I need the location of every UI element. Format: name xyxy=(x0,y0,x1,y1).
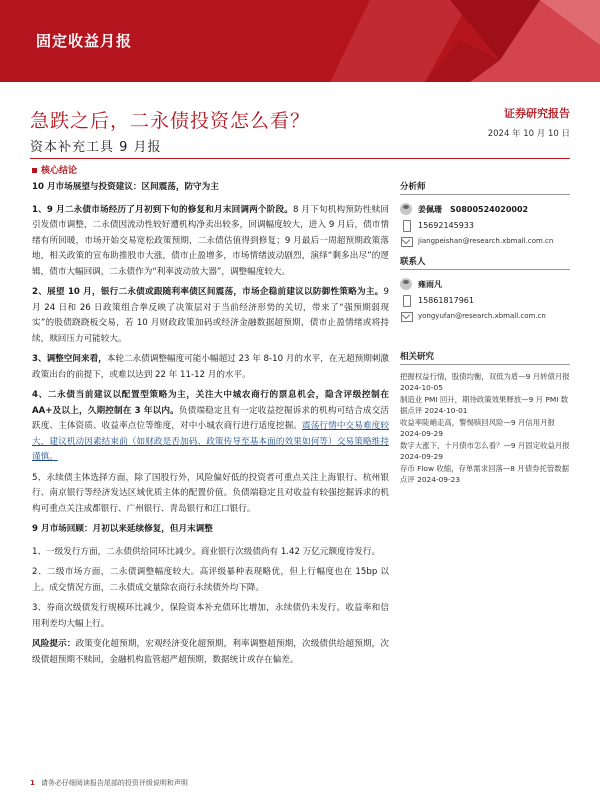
risk-warning xyxy=(32,637,389,668)
p3-text: 本轮二永债调整幅度可能小幅超过 23 年 8-10 月的水平，在无超预期刺激政策出台的前提下，或难以达到 22 年 11-12 月的水平。 xyxy=(32,354,389,380)
related-heading: 相关研究 xyxy=(400,350,570,365)
section-heading-outlook: 10 月市场展望与投资建议：区间震荡，防守为主 xyxy=(32,182,219,192)
p4-highlight: 震荡行情中交易难度较大，建议机动因素结束前（如财政是否加码、政策传导至基本面的效果如何等）交易策略维持谨慎。 xyxy=(32,421,389,462)
p2-text: 9 月 24 日和 26 日政策组合拳反映了决策层对于当前经济形势的关切，带来了“强预期弱现实”的股债跷跷板交易，若 10 月财政政策加码或经济金融数据超预期，债市止盈情绪或将持续，赎回压力可能较大。 xyxy=(32,287,389,344)
analyst-phone: 15692145933 xyxy=(418,220,474,230)
review-3: 3、券商次级债发行规模环比减少，保险资本补充债环比增加，永续债仍未发行。收益率和信用利差均大幅上行。 xyxy=(32,603,389,629)
analyst-name: 姜佩珊 xyxy=(418,204,442,214)
contact-card xyxy=(400,276,570,324)
main-content xyxy=(32,180,389,673)
review-1: 1、一级发行方面，二永债供给同环比减少。商业银行次级债尚有 1.42 万亿元额度待发行。 xyxy=(32,546,381,557)
disclaimer: 请务必仔细阅读报告尾部的投资评级说明和声明 xyxy=(40,779,188,787)
p4-lead: 4、二永债当前建议以配置型策略为主，关注大中城农商行的票息机会，隐含评级控制在 AA+及以上，久期控制在 3 年以内。 xyxy=(32,390,389,416)
phone-icon xyxy=(400,294,412,306)
analyst-card xyxy=(400,201,570,249)
risk-label: 风险提示： xyxy=(32,639,76,649)
page-subtitle: 资本补充工具 9 月报 xyxy=(30,140,162,155)
analyst-cert: S0800524020002 xyxy=(450,204,529,214)
page-footer xyxy=(30,778,188,788)
paragraph-3 xyxy=(32,352,389,383)
paragraph-1 xyxy=(32,203,389,281)
analyst-email[interactable]: jiangpeishan@research.xbmall.com.cn xyxy=(418,237,554,245)
p3-lead: 3、调整空间来看， xyxy=(32,354,107,364)
report-date: 2024 年 10 月 10 日 xyxy=(487,129,570,139)
person-icon xyxy=(400,278,412,290)
risk-text: 政策变化超预期，宏观经济变化超预期，利率调整超预期，次级债供给超预期，次级债超预期不赎回，金融机构监管超严超预期，数据统计或存在偏差。 xyxy=(32,639,389,665)
related-item[interactable]: 存币 Flow 收缩，存单需求回落—8 月债券托管数据点评 2024-09-23 xyxy=(400,464,570,484)
page-number: 1 xyxy=(30,779,35,787)
mail-icon xyxy=(400,310,412,322)
header-banner xyxy=(0,0,600,82)
report-category: 证券研究报告 xyxy=(504,107,570,120)
related-item[interactable]: 数字大涨下，十月债市怎么看？—9 月固定收益月报 2024-09-29 xyxy=(400,441,570,461)
title-divider xyxy=(30,158,570,159)
p2-lead: 2、展望 10 月，银行二永债或跟随利率债区间震荡，市场企稳前建议以防御性策略为主。 xyxy=(32,287,384,297)
page-title: 急跌之后，二永债投资怎么看？ xyxy=(30,110,311,132)
analyst-heading: 分析师 xyxy=(400,180,570,195)
related-item[interactable]: 把握权益行情，股债均衡，双低为盾—9 月转债月报 2024-10-05 xyxy=(400,372,570,392)
person-icon xyxy=(400,203,412,215)
banner-decoration xyxy=(330,0,600,82)
p1-lead: 1、9 月二永债市场经历了月初到下旬的修复和月末回调两个阶段。 xyxy=(32,204,294,215)
sidebar xyxy=(400,180,570,486)
review-2: 2、二级市场方面，二永债调整幅度较大。高评级暴种表现略优，但上行幅度也在 15bp 以上。成交情况方面，二永债成交量除农商行永续债外均下降。 xyxy=(32,567,389,593)
contact-email[interactable]: yongyufan@research.xbmall.com.cn xyxy=(418,312,546,320)
p1-text: 8 月下旬机构预防性赎回引发债市调整，二永债因流动性较好遭机构净卖出较多，回调幅度较大，进入 9 月后，债市情绪有所回暖，市场开始交易宽松政策预期，二永债估值得到修复；9 月最后一周超预期政策落地，相关政策的宣布助推股市大涨，债市止盈增多，市场情绪波动剧烈，演绎“剩多出尽”的逻辑，债市大幅回调，二永债作为“利率波动放大器”，调整幅度较大。 xyxy=(32,204,390,277)
core-label-text: 核心结论 xyxy=(41,166,78,176)
mail-icon xyxy=(400,235,412,247)
section-heading-review: 9 月市场回顾：月初以来延续修复，但月末调整 xyxy=(32,524,213,534)
bullet-icon xyxy=(32,168,37,173)
p4-text: 负债端稳定且有一定收益挖掘诉求的机构可结合成交活跃度、主体资质、收益率点位等维度，对中小城农商行进行适度挖掘。 xyxy=(32,405,389,431)
contact-name: 雍雨凡 xyxy=(418,279,442,289)
phone-icon xyxy=(400,219,412,231)
related-research-list xyxy=(400,371,570,485)
paragraph-5: 5、永续债主体选择方面，除了国股行外，风险偏好低的投资者可重点关注上海银行、杭州银行、南京银行等经济发达区域优质主体的配置价值。负债端稳定且对收益有较强挖掘诉求的机构可重点关注成都银行、广州银行、青岛银行和江口银行。 xyxy=(32,472,389,514)
contact-heading: 联系人 xyxy=(400,255,570,270)
paragraph-4 xyxy=(32,388,389,466)
report-type-label: 固定收益月报 xyxy=(36,32,133,50)
contact-phone: 15861817961 xyxy=(418,295,474,305)
related-item[interactable]: 收益率陡峭走高，警惕赎回风险—9 月信用月报 2024-09-29 xyxy=(400,418,555,438)
paragraph-2 xyxy=(32,285,389,347)
related-item[interactable]: 制造业 PMI 回升，期待政策效果释放—9 月 PMI 数据点评 2024-10-01 xyxy=(400,395,569,415)
core-conclusion-label xyxy=(32,163,77,176)
